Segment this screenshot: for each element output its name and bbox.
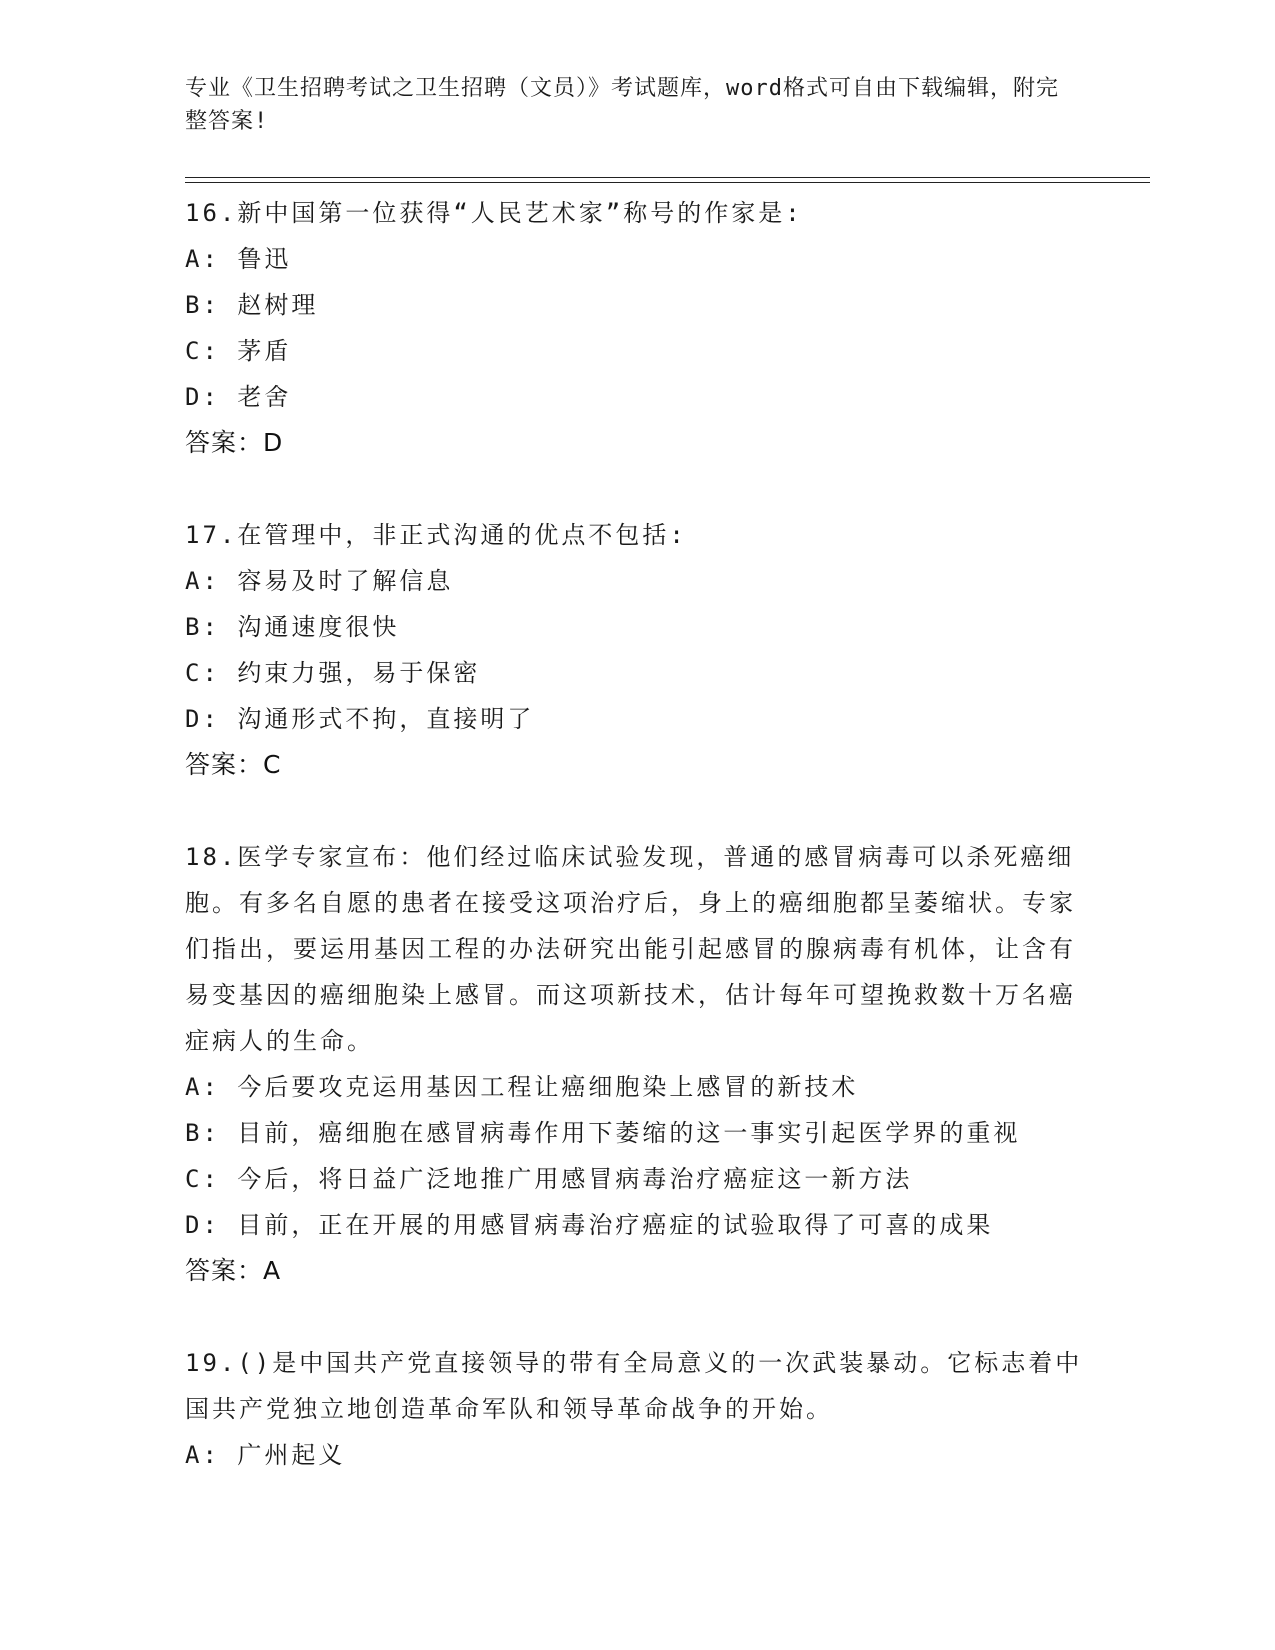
option-c: C: 今后，将日益广泛地推广用感冒病毒治疗癌症这一新方法 [185, 1165, 913, 1193]
question-list [185, 190, 1085, 1524]
header-rule-bottom [185, 182, 1150, 183]
question-text: 18.医学专家宣布：他们经过临床试验发现，普通的感冒病毒可以杀死癌细胞。有多名自愿的患者在接受这项治疗后，身上的癌细胞都呈萎缩状。专家们指出，要运用基因工程的办法研究出能引起感冒的腺病毒有机体，让含有易变基因的癌细胞染上感冒。而这项新技术，估计每年可望挽救数十万名癌症病人的生命。 [185, 843, 1076, 1055]
question-16 [185, 190, 1085, 466]
option-d: D: 目前，正在开展的用感冒病毒治疗癌症的试验取得了可喜的成果 [185, 1211, 994, 1239]
option-a: A: 广州起义 [185, 1441, 346, 1469]
option-d: D: 老舍 [185, 383, 292, 411]
header-rule-top [185, 177, 1150, 178]
option-c: C: 茅盾 [185, 337, 292, 365]
option-b: B: 目前，癌细胞在感冒病毒作用下萎缩的这一事实引起医学界的重视 [185, 1119, 1021, 1147]
document-header: 专业《卫生招聘考试之卫生招聘（文员）》考试题库，word格式可自由下载编辑，附完整答案! [185, 76, 1059, 134]
question-17 [185, 512, 1085, 788]
option-b: B: 沟通速度很快 [185, 613, 400, 641]
question-text: 19.()是中国共产党直接领导的带有全局意义的一次武装暴动。它标志着中国共产党独立地创造革命军队和领导革命战争的开始。 [185, 1349, 1083, 1423]
option-a: A: 鲁迅 [185, 245, 292, 273]
answer-line: 答案：C [185, 750, 282, 779]
option-d: D: 沟通形式不拘，直接明了 [185, 705, 535, 733]
question-19 [185, 1340, 1085, 1478]
question-text: 17.在管理中，非正式沟通的优点不包括: [185, 521, 687, 549]
question-18 [185, 834, 1085, 1294]
answer-line: 答案：A [185, 1256, 282, 1285]
question-text: 16.新中国第一位获得“人民艺术家”称号的作家是: [185, 199, 803, 227]
option-a: A: 今后要攻克运用基因工程让癌细胞染上感冒的新技术 [185, 1073, 859, 1101]
answer-line: 答案：D [185, 428, 284, 457]
option-a: A: 容易及时了解信息 [185, 567, 454, 595]
option-b: B: 赵树理 [185, 291, 319, 319]
option-c: C: 约束力强，易于保密 [185, 659, 481, 687]
